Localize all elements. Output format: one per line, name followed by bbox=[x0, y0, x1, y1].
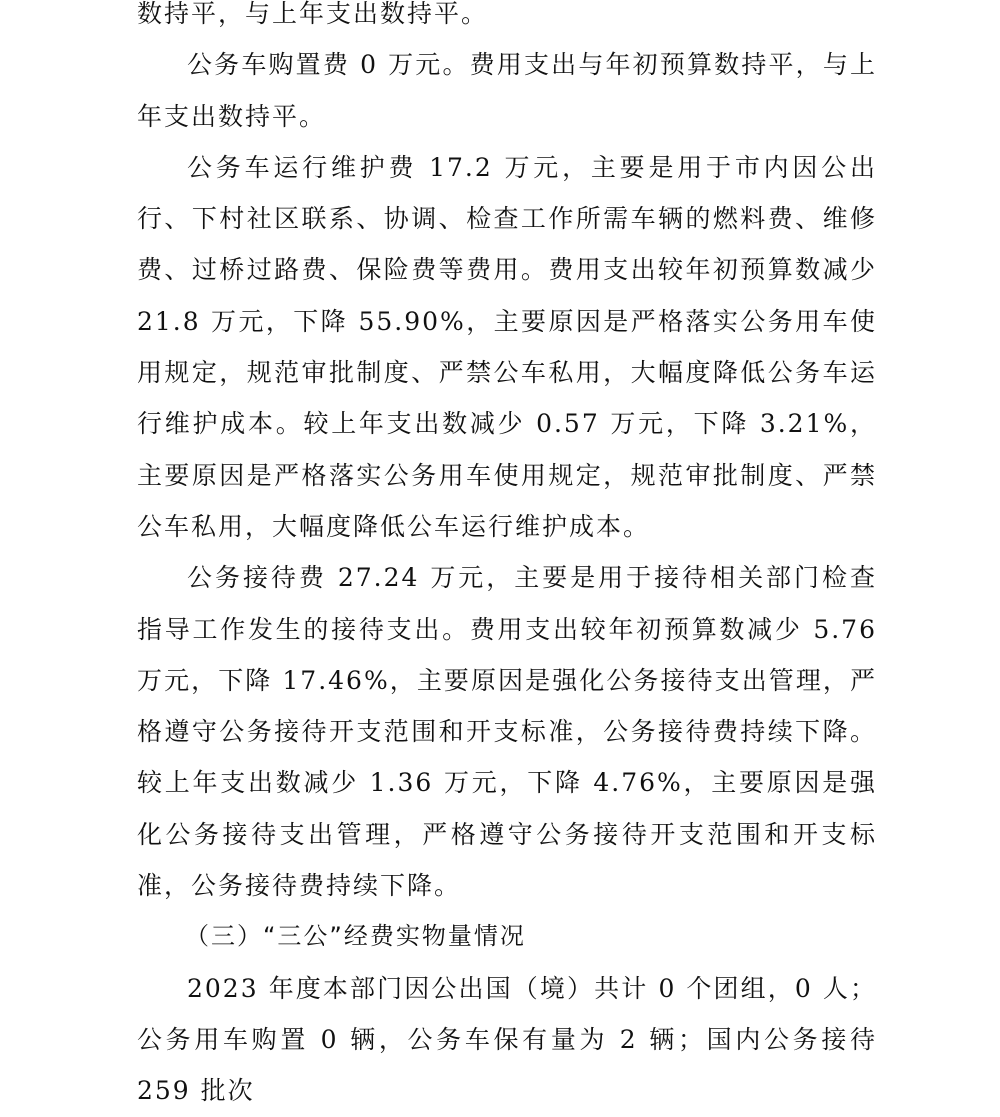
document-page bbox=[137, 0, 877, 1106]
section-heading: （三）“三公”经费实物量情况 bbox=[185, 922, 526, 951]
paragraph-reception-fee: 公务接待费 27.24 万元，主要是用于接待相关部门检查指导工作发生的接待支出。费用支出较年初预算数减少 5.76 万元，下降 17.46%，主要原因是强化公务接待支出管理，严格遵守公务接待开支范围和开支标准，公务接待费持续下降。较上年支出数减少 1.36 万元，下降 4.76%，主要原因是强化公务接待支出管理，严格遵守公务接待开支范围和开支标准，公务接待费持续下降。 bbox=[137, 563, 877, 901]
paragraph-continuation: 数持平，与上年支出数持平。 bbox=[137, 0, 489, 28]
paragraph-vehicle-maintenance: 公务车运行维护费 17.2 万元，主要是用于市内因公出行、下村社区联系、协调、检查工作所需车辆的燃料费、维修费、过桥过路费、保险费等费用。费用支出较年初预算数减少 21.8 万元，下降 55.90%，主要原因是严格落实公务用车使用规定，规范审批制度、严禁公车私用，大幅度降低公务车运行维护成本。较上年支出数减少 0.57 万元，下降 3.21%，主要原因是严格落实公务用车使用规定，规范审批制度、严禁公车私用，大幅度降低公车运行维护成本。 bbox=[137, 152, 877, 541]
paragraph-vehicle-purchase: 公务车购置费 0 万元。费用支出与年初预算数持平，与上年支出数持平。 bbox=[137, 50, 877, 131]
paragraph-physical-quantities: 2023 年度本部门因公出国（境）共计 0 个团组，0 人；公务用车购置 0 辆，公务车保有量为 2 辆；国内公务接待 259 批次 bbox=[137, 973, 877, 1106]
